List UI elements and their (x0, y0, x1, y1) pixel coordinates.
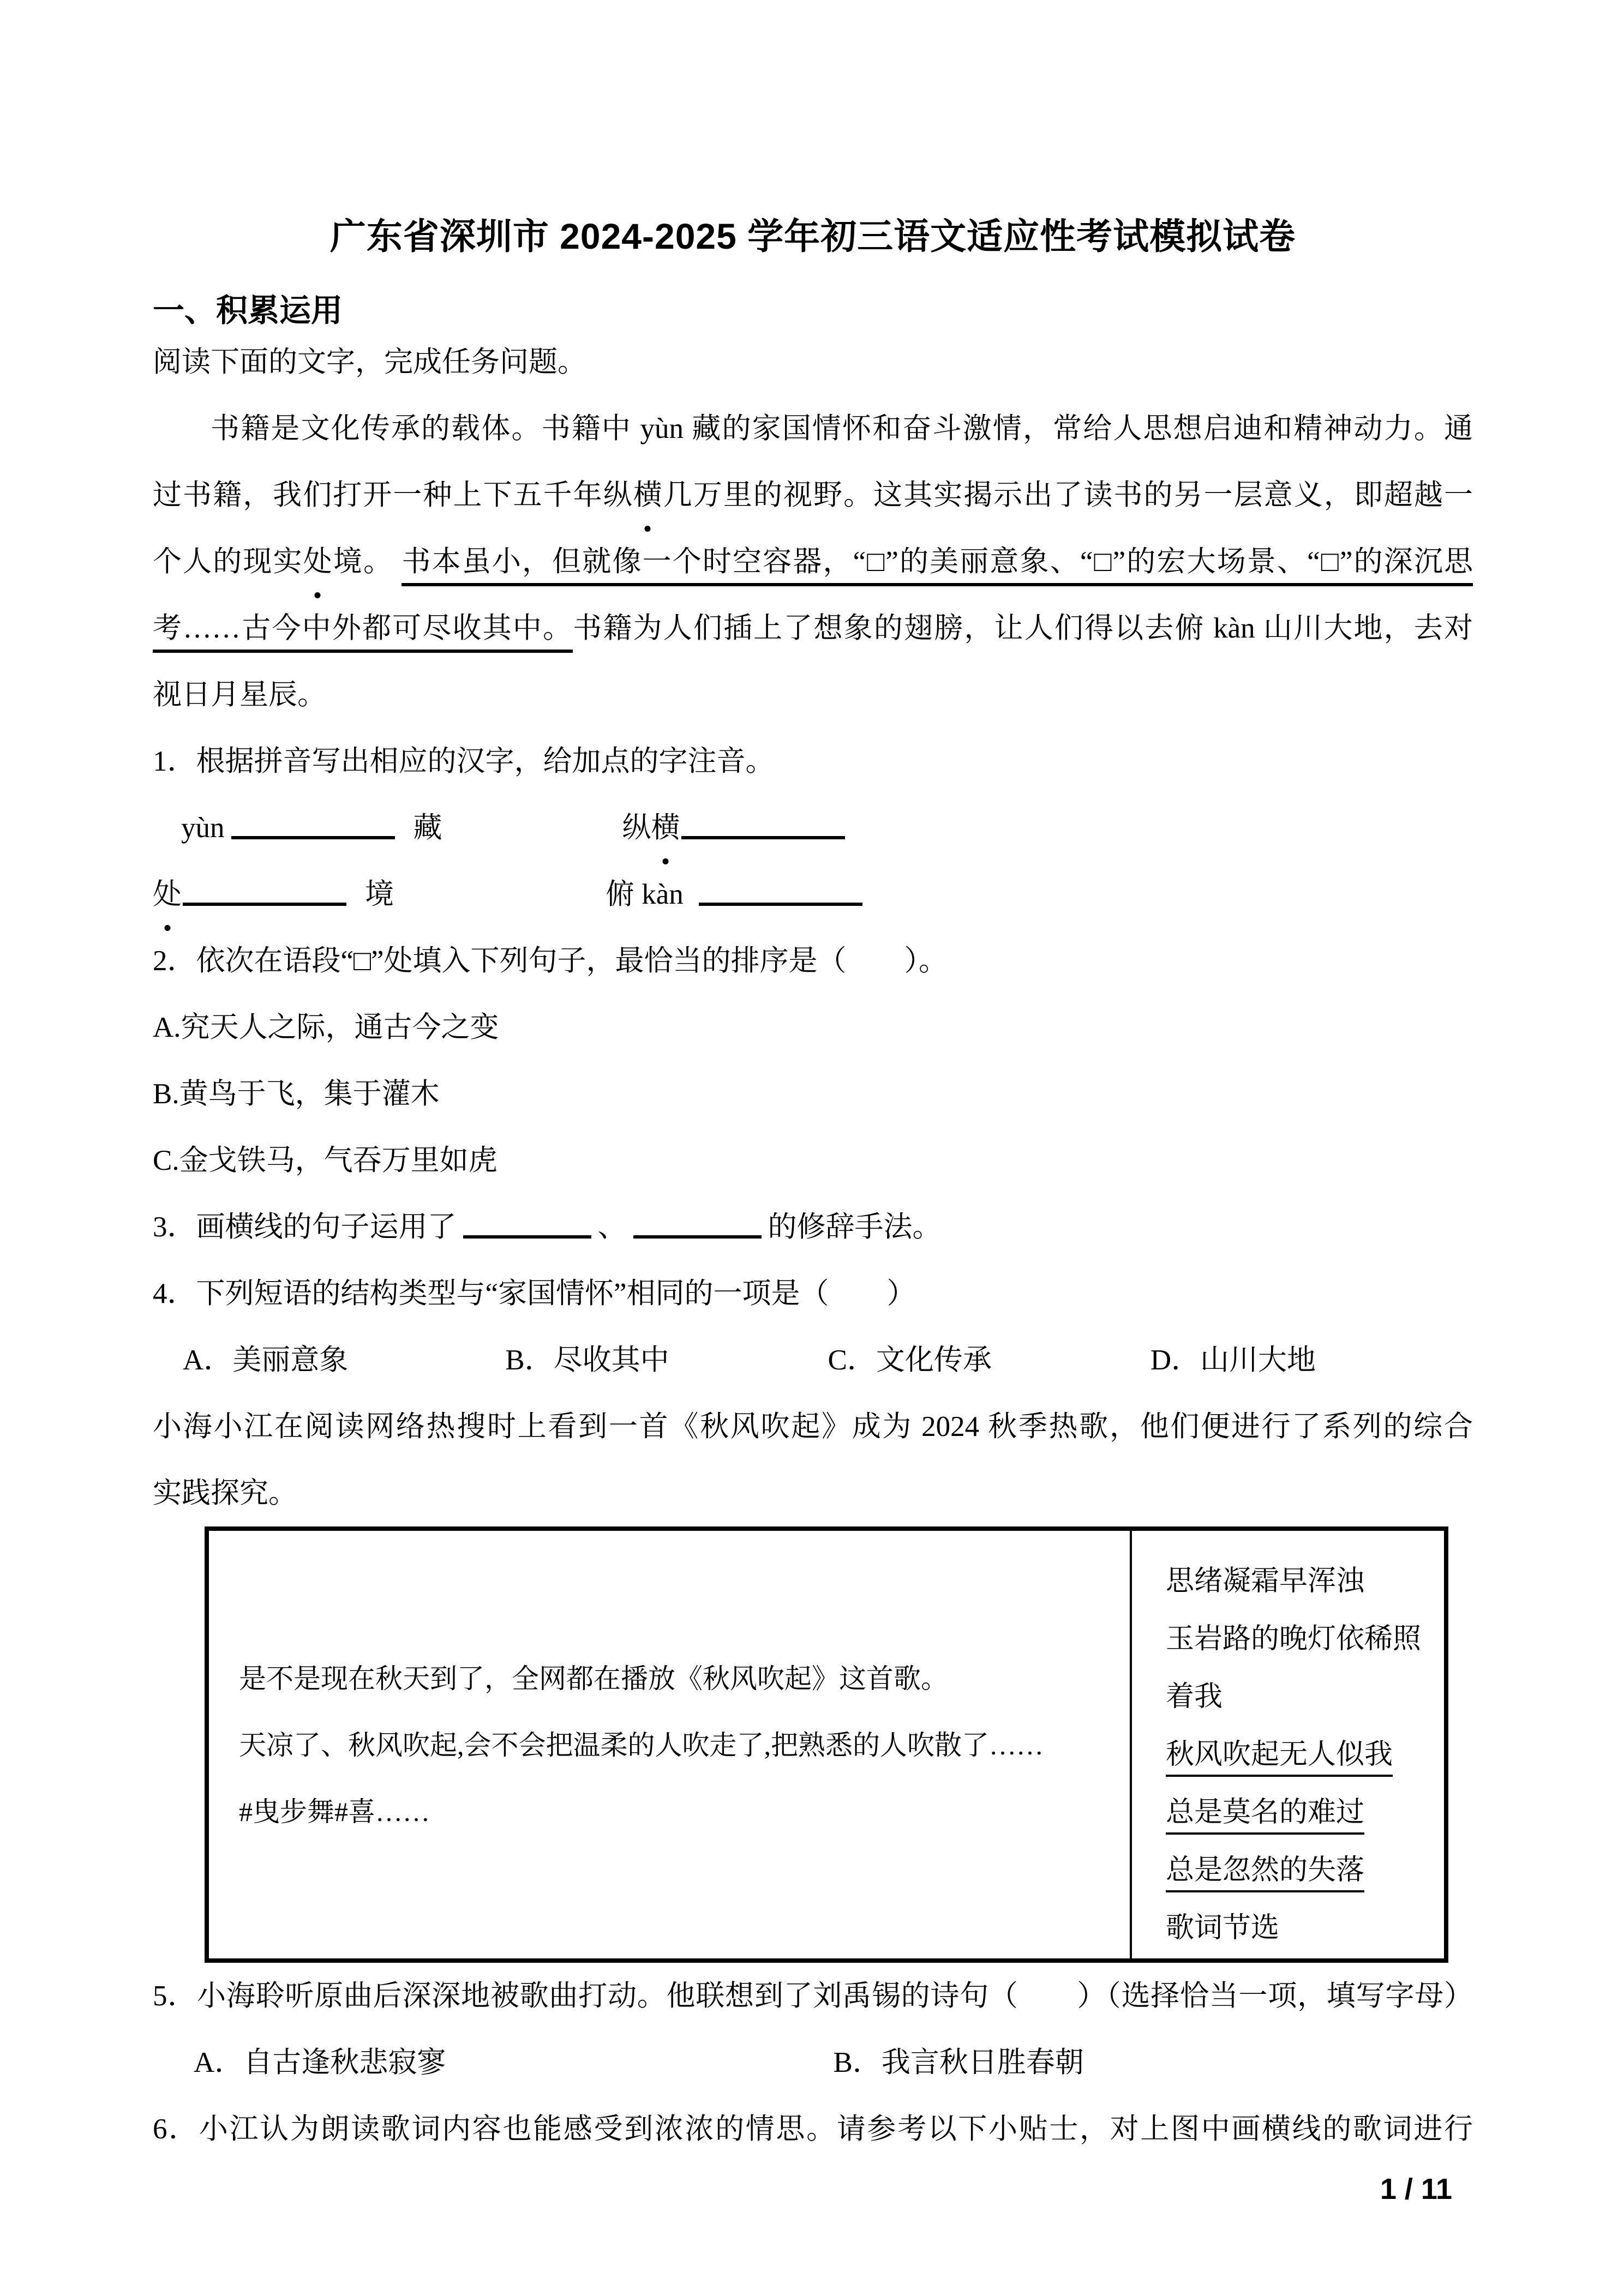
q3-blank-1 (463, 1215, 591, 1239)
lyrics-table-left-cell (209, 1531, 1132, 1958)
q4-option-c: C．文化传承 (828, 1344, 992, 1376)
passage-line-3-pre: 个人的现实 (153, 546, 303, 578)
q5-option-a: A．自古逢秋悲寂寥 (194, 2047, 446, 2078)
q2-option-b: B.黄鸟于飞，集于灌木 (153, 1078, 440, 1110)
page-content (0, 210, 1624, 2208)
q1-blank-yun (231, 815, 395, 839)
q1-item-yun (181, 795, 442, 861)
lyric-line-1: 思绪凝霜早浑浊 (1166, 1566, 1365, 1597)
context-line-1 (153, 1393, 1473, 1460)
q1-dotted-char-heng: 横 (651, 795, 680, 861)
q4-option-b: B．尽收其中 (505, 1344, 669, 1376)
passage-line-1-text: 书籍是文化传承的载体。书籍中 yùn 藏的家国情怀和奋斗激情，常给人思想启迪和精神动力。通 (211, 413, 1473, 444)
section-heading: 一、积累运用 (153, 293, 343, 328)
q2-stem: 2．依次在语段“□”处填入下列句子，最恰当的排序是（ ）。 (153, 945, 948, 977)
q5-option-b: B．我言秋日胜春朝 (833, 2047, 1084, 2078)
passage-line-3 (153, 528, 1473, 595)
q5-stem-text: 5．小海聆听原曲后深深地被歌曲打动。他联想到了刘禹锡的诗句（ ）（选择恰当一项，填写字母） (153, 1980, 1473, 2012)
q1-item-zongheng (622, 795, 852, 861)
lyrics-table (205, 1526, 1448, 1963)
lyric-line-3: 着我 (1166, 1681, 1223, 1712)
passage-line-4-post: 书籍为人们插上了想象的翅膀，让人们得以去俯 kàn 山川大地，去对 (573, 612, 1473, 644)
q1-item-chujing (153, 861, 394, 928)
q1-pinyin-yun: yùn (181, 812, 225, 844)
q5-stem (153, 1963, 1473, 2029)
lyric-line-2: 玉岩路的晚灯依稀照 (1166, 1624, 1422, 1655)
q1-char-jing: 境 (365, 879, 394, 910)
page-title: 广东省深圳市 2024-2025 学年初三语文适应性考试模拟试卷 (329, 216, 1296, 256)
q1-blank-zongheng (681, 815, 845, 839)
social-post-line-1: 是不是现在秋天到了，全网都在播放《秋风吹起》这首歌。 (239, 1663, 948, 1694)
q4-option-a: A．美丽意象 (183, 1344, 349, 1376)
lyric-line-5-text: 总是莫名的难过 (1166, 1797, 1364, 1835)
q3-stem (153, 1194, 1473, 1260)
passage-line-3-mid: 境。 (332, 546, 402, 578)
q1-item-fukan (606, 861, 869, 928)
q3-stem-post: 的修辞手法。 (768, 1211, 942, 1243)
q1-blank-kan (699, 882, 862, 906)
dotted-char-heng: 横 (633, 462, 662, 528)
q6-stem-text: 6．小江认为朗读歌词内容也能感受到浓浓的情思。请参考以下小贴士，对上图中画横线的歌词进行 (153, 2113, 1473, 2145)
lyric-line-4-text: 秋风吹起无人似我 (1166, 1739, 1393, 1777)
social-post-line-3: #曳步舞#喜…… (239, 1796, 430, 1827)
q1-char-cang: 藏 (413, 812, 442, 844)
q4-stem: 4．下列短语的结构类型与“家国情怀”相同的一项是（ ） (153, 1278, 916, 1309)
q3-stem-pre: 3．画横线的句子运用了 (153, 1211, 457, 1243)
lyric-source-label: 歌词节选 (1166, 1913, 1280, 1944)
q3-blank-2 (633, 1215, 762, 1239)
q3-separator: 、 (597, 1211, 627, 1243)
q1-blank-chu (183, 882, 346, 906)
lyric-line-6-underlined (1166, 1842, 1444, 1900)
intro-text: 阅读下面的文字，完成任务问题。 (153, 346, 586, 378)
underlined-sentence-part-1: 书本虽小，但就像一个时空容器，“□”的美丽意象、“□”的宏大场景、“□”的深沉思 (401, 546, 1473, 586)
lyrics-table-right-cell (1132, 1531, 1444, 1958)
q1-stem: 1．根据拼音写出相应的汉字，给加点的字注音。 (153, 746, 775, 777)
passage-line-5: 视日月星辰。 (153, 679, 326, 711)
context-line-1-text: 小海小江在阅读网络热搜时上看到一首《秋风吹起》成为 2024 秋季热歌，他们便进行了系列的综合 (153, 1411, 1473, 1442)
q1-label-fukan: 俯 kàn (606, 879, 684, 910)
q5-options-row (153, 2029, 1473, 2096)
lyric-line-5-underlined (1166, 1784, 1444, 1842)
passage-line-4 (153, 595, 1473, 662)
q1-fill-row-2 (153, 861, 1473, 928)
q6-stem (153, 2096, 1473, 2162)
q1-word-zong: 纵 (622, 812, 651, 844)
q1-fill-row-1 (153, 795, 1473, 861)
lyric-line-6-text: 总是忽然的失落 (1166, 1855, 1364, 1892)
passage-line-2 (153, 462, 1473, 528)
q1-dotted-char-chu: 处 (153, 861, 182, 928)
passage-line-1 (153, 395, 1473, 462)
q2-option-a: A.究天人之际，通古今之变 (153, 1012, 499, 1043)
page-number: 1 / 11 (1380, 2173, 1452, 2205)
q4-options-row (153, 1327, 1473, 1393)
q4-option-d: D．山川大地 (1150, 1344, 1316, 1376)
q2-option-c: C.金戈铁马，气吞万里如虎 (153, 1145, 498, 1176)
passage-line-2-post: 几万里的视野。这其实揭示出了读书的另一层意义，即超越一 (662, 479, 1473, 511)
lyric-line-4-underlined (1166, 1726, 1444, 1784)
passage-line-2-pre: 过书籍，我们打开一种上下五千年纵 (153, 479, 633, 511)
context-line-2: 实践探究。 (153, 1477, 297, 1509)
social-post-line-2: 天凉了、秋风吹起,会不会把温柔的人吹走了,把熟悉的人吹散了…… (239, 1730, 1044, 1760)
dotted-char-chu: 处 (303, 528, 332, 595)
underlined-sentence-part-2: 考……古今中外都可尽收其中。 (153, 612, 573, 653)
